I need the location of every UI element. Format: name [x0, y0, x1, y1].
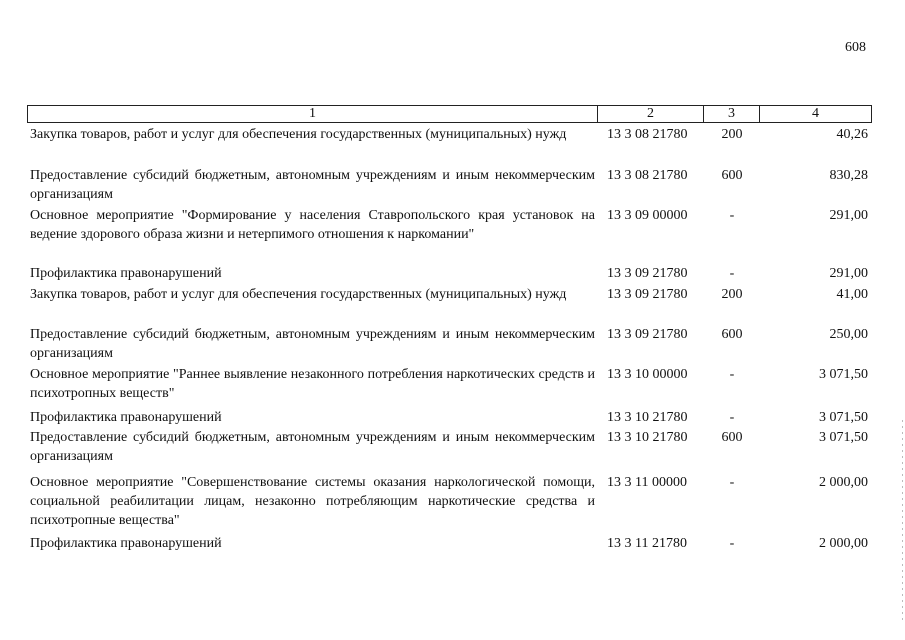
- row-sum: 3 071,50: [819, 410, 868, 425]
- row-expense-type: -: [729, 266, 735, 281]
- row-name: Основное мероприятие "Формирование у населения Ставропольского края установок на ведение здорового образа жизни и нетерпимого отношения к наркомании": [30, 208, 595, 242]
- row-expense-type: 600: [721, 168, 743, 183]
- row-code: 13 3 08 21780: [607, 127, 688, 142]
- row-code: 13 3 10 00000: [607, 367, 688, 382]
- row-name: Основное мероприятие "Совершенствование системы оказания наркологической помощи, социальной реабилитации лицам, незаконно потребляющим наркотические средства и психотропные вещества": [30, 475, 595, 528]
- row-sum: 291,00: [829, 266, 868, 281]
- row-expense-type: 200: [721, 287, 743, 302]
- row-code: 13 3 09 00000: [607, 208, 688, 223]
- row-expense-type: 200: [721, 127, 743, 142]
- column-header-1: 1: [28, 106, 598, 123]
- scan-edge-artifact: [902, 420, 903, 620]
- row-name: Профилактика правонарушений: [30, 536, 222, 551]
- row-name: Предоставление субсидий бюджетным, автономным учреждениям и иным некоммерческим организациям: [30, 327, 595, 361]
- row-code: 13 3 09 21780: [607, 327, 688, 342]
- row-name: Предоставление субсидий бюджетным, автономным учреждениям и иным некоммерческим организациям: [30, 168, 595, 202]
- row-sum: 291,00: [829, 208, 868, 223]
- row-sum: 250,00: [829, 327, 868, 342]
- row-code: 13 3 08 21780: [607, 168, 688, 183]
- row-sum: 3 071,50: [819, 430, 868, 445]
- row-code: 13 3 09 21780: [607, 266, 688, 281]
- row-name: Закупка товаров, работ и услуг для обеспечения государственных (муниципальных) нужд: [30, 127, 567, 142]
- row-sum: 40,26: [836, 127, 868, 142]
- row-code: 13 3 10 21780: [607, 410, 688, 425]
- row-name: Профилактика правонарушений: [30, 410, 222, 425]
- row-code: 13 3 09 21780: [607, 287, 688, 302]
- row-expense-type: -: [729, 367, 735, 382]
- row-name: Закупка товаров, работ и услуг для обеспечения государственных (муниципальных) нужд: [30, 287, 567, 302]
- row-expense-type: -: [729, 208, 735, 223]
- row-name: Предоставление субсидий бюджетным, автономным учреждениям и иным некоммерческим организациям: [30, 430, 595, 464]
- row-sum: 2 000,00: [819, 536, 868, 551]
- row-code: 13 3 10 21780: [607, 430, 688, 445]
- row-expense-type: 600: [721, 327, 743, 342]
- row-expense-type: -: [729, 536, 735, 551]
- row-code: 13 3 11 21780: [607, 536, 687, 551]
- column-header-row: [28, 106, 872, 123]
- row-code: 13 3 11 00000: [607, 475, 687, 490]
- row-name: Основное мероприятие "Раннее выявление незаконного потребления наркотических средств и психотропных веществ": [30, 367, 595, 401]
- row-sum: 41,00: [836, 287, 868, 302]
- row-sum: 3 071,50: [819, 367, 868, 382]
- column-header-table: [27, 105, 872, 123]
- column-header-2: 2: [598, 106, 704, 123]
- column-header-3: 3: [704, 106, 760, 123]
- page-number: 608: [845, 40, 866, 55]
- row-sum: 2 000,00: [819, 475, 868, 490]
- row-expense-type: 600: [721, 430, 743, 445]
- column-header-4: 4: [760, 106, 872, 123]
- row-expense-type: -: [729, 475, 735, 490]
- row-expense-type: -: [729, 410, 735, 425]
- row-sum: 830,28: [829, 168, 868, 183]
- row-name: Профилактика правонарушений: [30, 266, 222, 281]
